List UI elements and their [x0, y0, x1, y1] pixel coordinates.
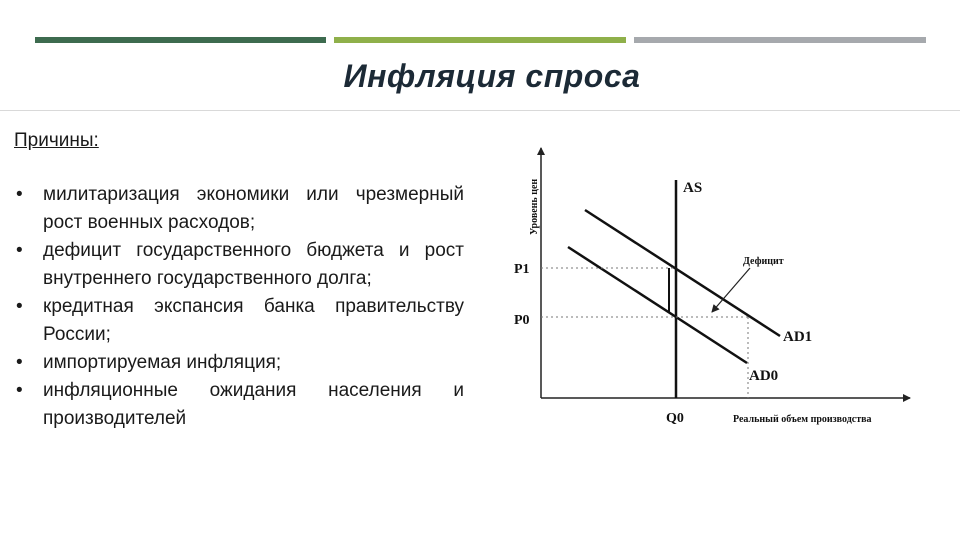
header-bar-light-green [334, 37, 626, 43]
cause-item: • милитаризация экономики или чрезмерный рост военных расходов; [14, 181, 464, 237]
cause-item: • инфляционные ожидания населения и производителей [14, 377, 464, 433]
cause-item: • дефицит государственного бюджета и рост внутреннего государственного долга; [14, 237, 464, 293]
header-bar-dark-green [35, 37, 326, 43]
causes-block [14, 127, 464, 433]
cause-item: • импортируемая инфляция; [14, 349, 464, 377]
title-divider [0, 110, 960, 111]
as-label: AS [683, 180, 703, 196]
q0-label: Q0 [666, 411, 684, 426]
ad0-label: AD0 [749, 368, 779, 384]
slide-title [0, 58, 960, 95]
slide-title-text: Инфляция спроса [343, 58, 641, 94]
y-axis-label: Уровень цен [529, 178, 540, 235]
ad0-curve [568, 247, 747, 363]
p1-label: P1 [514, 262, 530, 277]
causes-list [14, 181, 464, 433]
cause-item: • кредитная экспансия банка правительству России; [14, 293, 464, 349]
ad1-label: AD1 [783, 329, 813, 345]
p0-label: P0 [514, 313, 530, 328]
ad-as-diagram [500, 140, 920, 440]
x-axis-label: Реальный объем производства [733, 414, 872, 425]
causes-label: Причины: [14, 130, 99, 151]
deficit-label: Дефицит [743, 256, 784, 267]
header-bar-gray [634, 37, 926, 43]
